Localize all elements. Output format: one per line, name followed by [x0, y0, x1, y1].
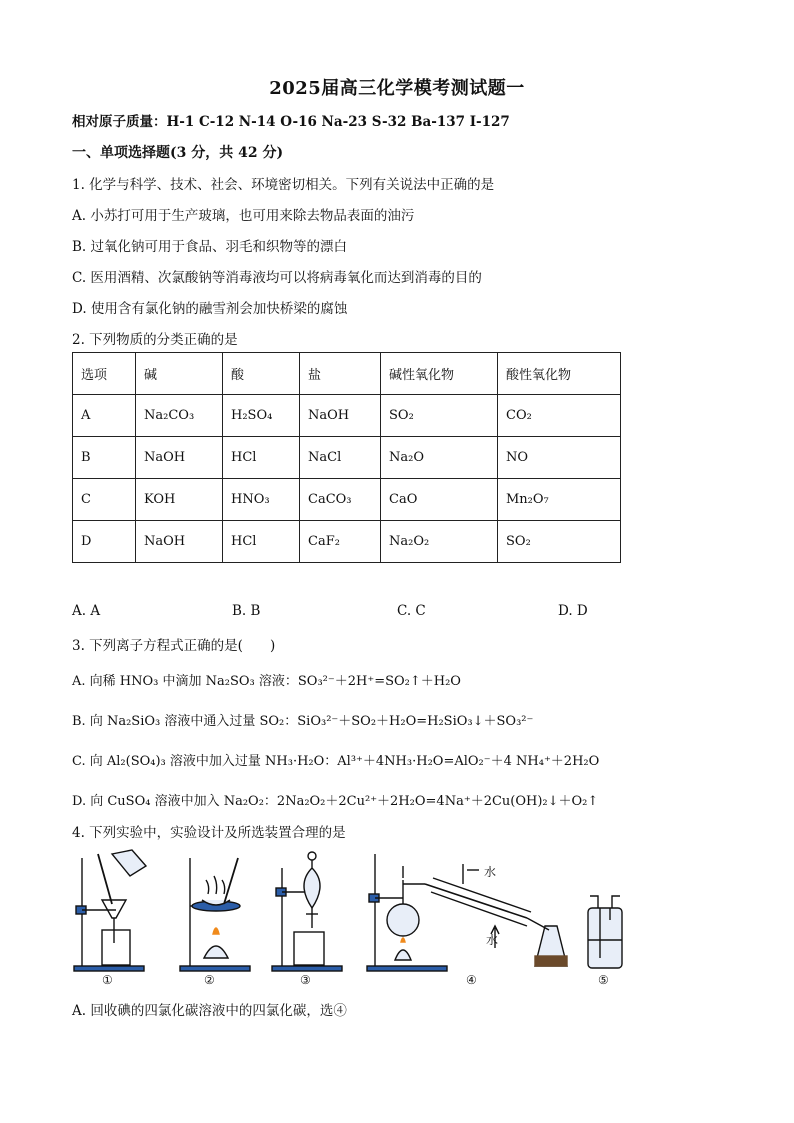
q4-stem: 4. 下列实验中，实验设计及所选装置合理的是 [72, 825, 346, 841]
table-cell: HCl [223, 437, 300, 479]
q2-choice-d: D. D [558, 603, 588, 619]
label-5: ⑤ [598, 973, 609, 987]
table-cell: B [73, 437, 136, 479]
page-title: 2025届高三化学模考测试题一 [269, 78, 525, 99]
table-cell: KOH [136, 479, 223, 521]
apparatus-figure [72, 848, 632, 988]
separation-apparatus [272, 852, 342, 971]
table-header-cell: 选项 [73, 353, 136, 395]
table-cell: Na₂CO₃ [136, 395, 223, 437]
label-1: ① [102, 973, 113, 987]
water-label-top: 水 [484, 865, 497, 879]
distillation-apparatus [367, 854, 567, 971]
table-cell: HCl [223, 521, 300, 563]
table-cell: HNO₃ [223, 479, 300, 521]
label-3: ③ [300, 973, 311, 987]
q4-option-a: A. 回收碘的四氯化碳溶液中的四氯化碳，选④ [72, 1003, 347, 1019]
q2-stem: 2. 下列物质的分类正确的是 [72, 332, 238, 348]
table-row [73, 437, 621, 479]
table-cell: Na₂O [381, 437, 498, 479]
section-heading: 一、单项选择题(3 分，共 42 分) [72, 145, 284, 161]
q1-option-c: C. 医用酒精、次氯酸钠等消毒液均可以将病毒氧化而达到消毒的目的 [72, 270, 482, 286]
label-2: ② [204, 973, 215, 987]
table-cell: A [73, 395, 136, 437]
table-cell: CaF₂ [300, 521, 381, 563]
table-cell: CaCO₃ [300, 479, 381, 521]
table-cell: H₂SO₄ [223, 395, 300, 437]
table-cell: CaO [381, 479, 498, 521]
table-cell: SO₂ [381, 395, 498, 437]
table-cell: NO [498, 437, 621, 479]
table-cell: SO₂ [498, 521, 621, 563]
q1-option-b: B. 过氧化钠可用于食品、羽毛和织物等的漂白 [72, 239, 348, 255]
filtration-apparatus [74, 850, 146, 971]
table-cell: C [73, 479, 136, 521]
q3-option-c: C. 向 Al₂(SO₄)₃ 溶液中加入过量 NH₃·H₂O：Al³⁺＋4NH₃·H₂O=AlO₂⁻＋4 NH₄⁺＋2H₂O [72, 754, 600, 769]
gas-bottle-apparatus [588, 896, 622, 968]
table-cell: CO₂ [498, 395, 621, 437]
table-cell: NaCl [300, 437, 381, 479]
table-header-cell: 碱性氧化物 [381, 353, 498, 395]
q2-choice-b: B. B [232, 603, 261, 619]
atomic-masses: 相对原子质量：H-1 C-12 N-14 O-16 Na-23 S-32 Ba-137 I-127 [72, 114, 510, 130]
q1-option-d: D. 使用含有氯化钠的融雪剂会加快桥梁的腐蚀 [72, 301, 348, 317]
q1-stem: 1. 化学与科学、技术、社会、环境密切相关。下列有关说法中正确的是 [72, 177, 495, 193]
evaporation-apparatus [180, 858, 250, 971]
classification-table [72, 352, 621, 563]
q3-option-d: D. 向 CuSO₄ 溶液中加入 Na₂O₂：2Na₂O₂＋2Cu²⁺＋2H₂O=4Na⁺＋2Cu(OH)₂↓＋O₂↑ [72, 794, 599, 809]
q2-choice-c: C. C [397, 603, 426, 619]
table-header-row [73, 353, 621, 395]
q3-stem: 3. 下列离子方程式正确的是( ) [72, 638, 276, 654]
table-cell: NaOH [136, 521, 223, 563]
table-cell: D [73, 521, 136, 563]
table-row [73, 395, 621, 437]
table-cell: Mn₂O₇ [498, 479, 621, 521]
table-header-cell: 酸性氧化物 [498, 353, 621, 395]
table-row [73, 479, 621, 521]
table-cell: NaOH [300, 395, 381, 437]
table-row [73, 521, 621, 563]
q2-choice-a: A. A [72, 603, 101, 619]
table-header-cell: 盐 [300, 353, 381, 395]
q3-option-b: B. 向 Na₂SiO₃ 溶液中通入过量 SO₂：SiO₃²⁻＋SO₂＋H₂O=H₂SiO₃↓＋SO₃²⁻ [72, 714, 534, 729]
water-label-bottom: 水 [486, 933, 499, 947]
q1-option-a: A. 小苏打可用于生产玻璃，也可用来除去物品表面的油污 [72, 208, 415, 224]
table-header-cell: 酸 [223, 353, 300, 395]
label-4: ④ [466, 973, 477, 987]
table-header-cell: 碱 [136, 353, 223, 395]
table-cell: NaOH [136, 437, 223, 479]
q3-option-a: A. 向稀 HNO₃ 中滴加 Na₂SO₃ 溶液：SO₃²⁻＋2H⁺=SO₂↑＋H₂O [72, 674, 461, 689]
table-cell: Na₂O₂ [381, 521, 498, 563]
